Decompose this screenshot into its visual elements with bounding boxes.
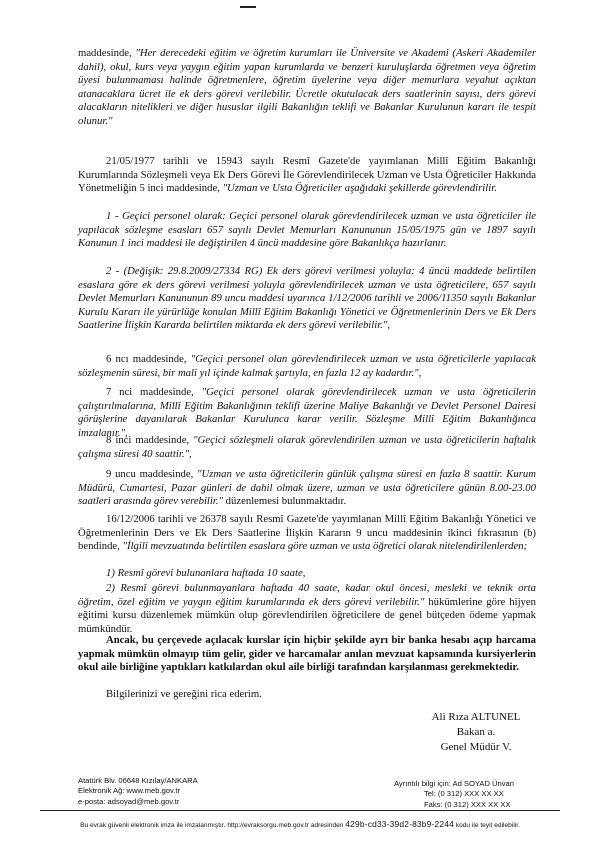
p7-lead: 8 inci maddesinde, [106,434,194,446]
p11-tail: hükümlerine göre hijyen eğitimi kursu düzenlemek mümkün olup görevlendirilen öğreticilere de genel bütçeden ödeme yapmak mümkündür. [78,595,536,635]
verification-pre: Bu evrak güvenli elektronik imza ile imzalanmıştır. http://evraksorgu.meb.gov.tr adresinden [80,822,346,829]
paragraph-7 [78,434,536,461]
footer-contact [78,776,198,807]
verification-post: kodu ile teyit edilebilir. [453,822,520,829]
footer-web: Elektronik Ağ: www.meb.gov.tr [78,786,180,796]
signature-title-1: Bakan a. [456,726,496,738]
paragraph-1 [78,47,536,129]
signature-title-2: Genel Müdür V. [440,741,512,753]
p2-lead: 21/05/1977 tarihli ve 15943 sayılı Resmî Gazete'de yayımlanan Millî Eğitim Bakanlığı Kurumlarında Sözleşmeli veya Ek Ders Görevi İle Görevlendirilecek Uzman ve Usta Öğreticiler Hakkında Yönetmeliğin 5 inci maddesinde, [78,155,536,195]
p1-lead: maddesinde, [78,47,136,59]
p9-lead: 16/12/2006 tarihli ve 26378 sayılı Resmî Gazete'de yayımlanan Millî Eğitim Bakanlığı Yönetici ve Öğretmenlerinin Ders ve Ek Ders Saatlerine İlişkin Kararın 9 uncu maddesinin ikinci fıkrasının (b) bendinde, [78,513,536,553]
p6-lead: 7 nci maddesinde, [106,386,202,398]
footer-address: Atatürk Blv. 06648 Kızılay/ANKARA [78,776,198,785]
paragraph-9 [78,513,536,554]
footer-info-person: Ayrıntılı bilgi için: Ad SOYAD Ünvan [394,779,515,788]
paragraph-8 [78,468,536,509]
paragraph-3: 1 - Geçici personel olarak: Geçici personel olarak görevlendirilecek uzman ve usta öğreticiler ile yapılacak sözleşme esasları 657 sayılı Devlet Memurları Kanununun 15/05/1975 gün ve 1897 sayılı Kanunun 1 inci maddesi ile değiştirilen 4 üncü maddesine göre Bakanlıkça hazırlanır. [78,210,536,250]
p11-quote: 2) Resmî görevi bulunmayanlara haftada 40 saate, kadar okul öncesi, mesleki ve teknik orta öğretim, özel eğitim ve yaygın eğitim kurumlarında ek ders görevi verilebilir." [78,582,536,608]
p7-quote: "Geçici sözleşmeli olarak görevlendirilen uzman ve usta öğreticilerin haftalık çalışma süresi 40 saattir.", [78,434,536,460]
p5-quote: "Geçici personel olan görevlendirilecek uzman ve usta öğreticilerle yapılacak sözleşmenin süresi, bir mali yıl içinde kalmak şartıyla, en fazla 12 ay kadardır.", [78,353,536,379]
footer-email: e-posta: adsoyad@meb.gov.tr [78,796,180,806]
paragraph-13: Bilgilerinizi ve gereğini rica ederim. [106,688,262,700]
paragraph-6 [78,386,536,440]
p8-lead: 9 uncu maddesinde, [106,468,198,480]
paragraph-12: Ancak, bu çerçevede açılacak kurslar için hiçbir şekilde ayrı bir banka hesabı açıp harcama yapmak mümkün olmayıp tüm gelir, gider ve harcamalar anılan mevzuat kapsamında kursiyerlerin okul aile birliğine yaptıkları katkılardan okul aile birliği tarafından karşılanması gerekmektedir. [78,634,536,674]
footer-fax: Faks: (0 312) XXX XX XX [424,799,511,809]
p8-tail: düzenlemesi bulunmaktadır. [223,495,347,508]
p9-quote: "İlgili mevzuatında belirtilen esaslara göre uzman ve usta öğretici olarak nitelendirilenlerden; [122,540,528,553]
paragraph-2 [78,155,536,196]
paragraph-4: 2 - (Değişik: 29.8.2009/27334 RG) Ek ders görevi verilmesi yoluyla: 4 üncü maddede belirtilen esaslara göre ek ders görevi verilmesi yoluyla görevlendirilecek uzman ve usta öğreticilere, 657 sayılı Devlet Memurları Kanununun 89 uncu maddesi uyarınca 1/12/2006 tarihli ve 2006/11350 sayılı Bakanlar Kurulu Kararı ile yürürlüğe konulan Millî Eğitim Bakanlığı Yönetici ve Öğretmenlerinin Ders ve Ek Ders Saatlerine İlişkin Kararda belirtilen miktarda ek ders görevi verilebilir.", [78,265,536,332]
footer-tel: Tel: (0 312) XXX XX XX [424,789,504,799]
verification-note [40,820,560,830]
signature-name: Ali Rıza ALTUNEL [431,711,521,723]
page-top-mark [240,6,256,8]
p8-quote: "Uzman ve usta öğreticilerin günlük çalışma süresi en fazla 8 saattir. Kurum Müdürü, Cumartesi, Pazar günleri de dahil olmak üzere, uzman ve usta öğreticilere günün 8.00-23.00 saatleri arasında görev verebilir." [78,468,536,508]
verification-code: 429b-cd33-39d2-83b9-2244 [345,819,454,829]
p2-quote: "Uzman ve Usta Öğreticiler aşağıdaki şekillerde görevlendirilir. [222,182,497,195]
footer-info [394,779,514,810]
footer-divider [40,810,560,811]
p6-quote: "Geçici personel olarak görevlendirilecek uzman ve usta öğreticilerin çalıştırılmalarına, Millî Eğitim Bakanlığının teklifi üzerine Maliye Bakanlığı ve Devlet Personel Dairesi görüşlerine dayanılarak Bakanlar Kurulunca karar verilir. Sözleşme Millî Eğitim Bakanlığınca imzalanır.", [78,386,536,439]
p1-quote: "Her derecedeki eğitim ve öğretim kurumları ile Üniversite ve Akademi (Askeri Akademiler dahil), okul, kurs veya yaygın eğitim yapan kurumlarda ve benzeri kuruluşlarda öğretmen veya öğretim üyesi bulunmaması halinde öğretmenlere, öğretim üyelerine veya diğer memurlara veyahut açıktan atanacaklara ücret ile ek ders görevi verilebilir. Ücretle okutulacak ders saatlerinin sayısı, ders görevi alacakların nitelikleri ve diğer hususlar ilgili Bakanlığın teklifi ve Bakanlar Kurulunun kararı ile tespit olunur." [78,47,536,127]
paragraph-10: 1) Resmî görevi bulunanlara haftada 10 saate, [106,567,306,579]
paragraph-5 [78,353,536,380]
p5-lead: 6 ncı maddesinde, [106,353,191,365]
paragraph-11 [78,582,536,636]
